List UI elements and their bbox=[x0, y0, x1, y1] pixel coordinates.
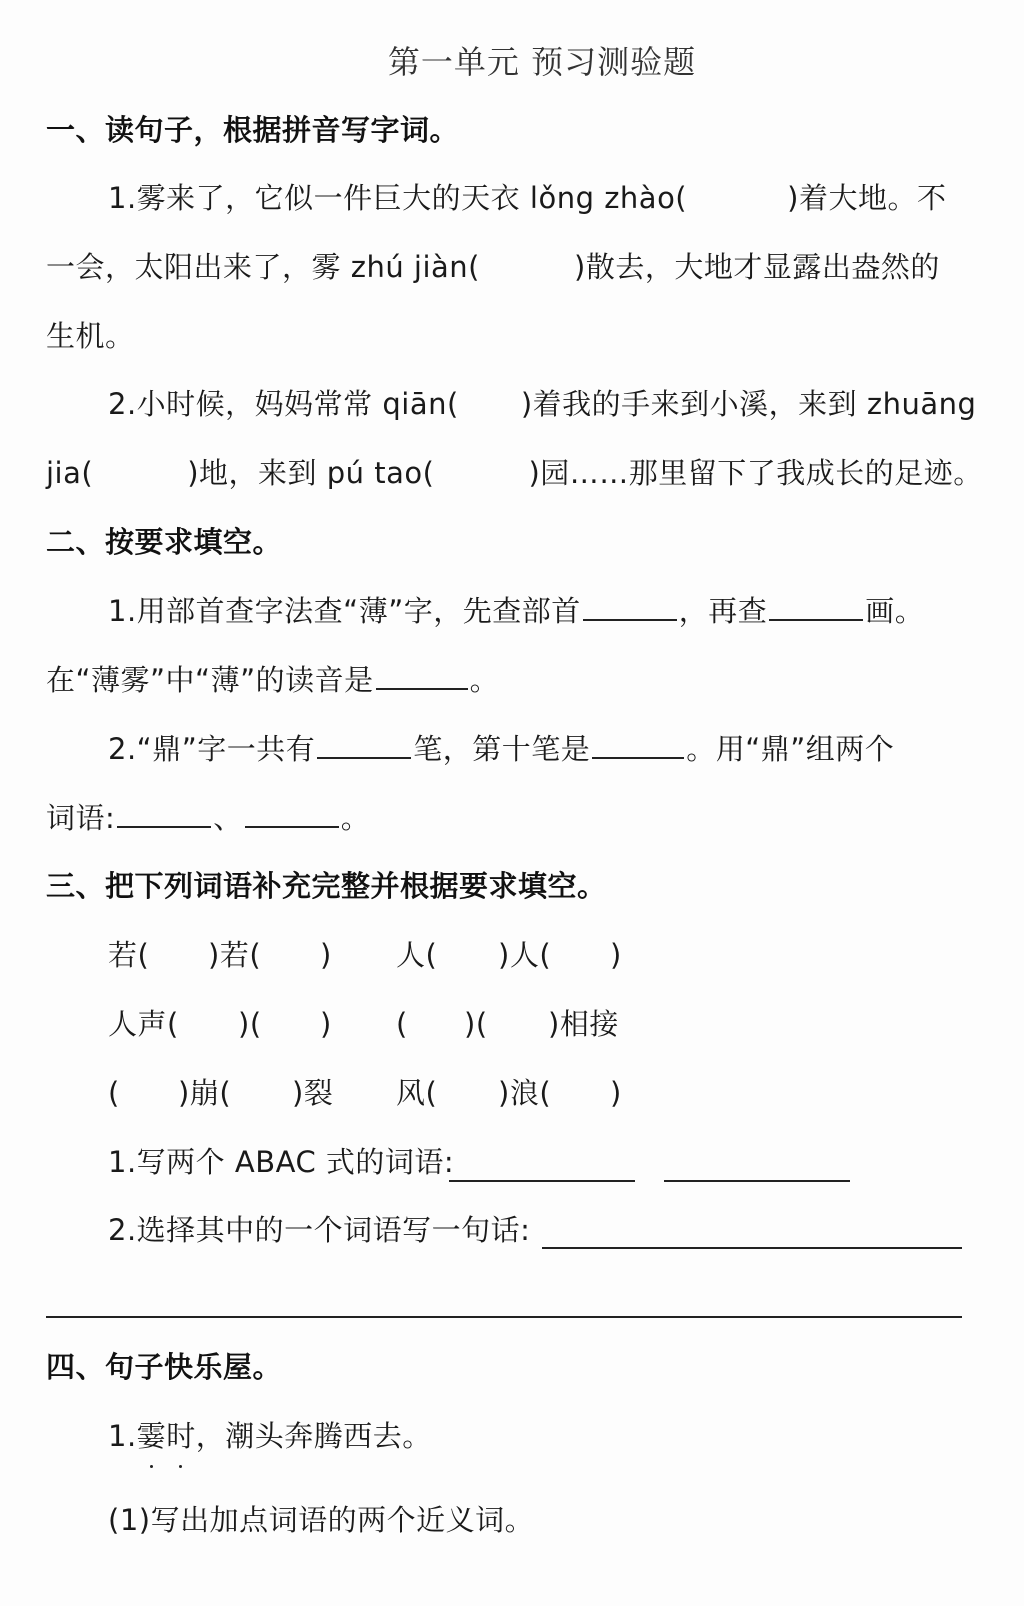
s2-q1-text-d: 在“薄雾”中“薄”的读音是 bbox=[46, 663, 374, 697]
section-2-heading: 二、按要求填空。 bbox=[46, 525, 283, 559]
s4-q1-sub1 bbox=[108, 1500, 534, 1540]
s3-r1-p4: 人( bbox=[396, 938, 438, 972]
s2-q1-text-e: 。 bbox=[469, 663, 500, 697]
s3-r2-p1: 人声( bbox=[108, 1007, 179, 1041]
s1-q2-text-a: 2.小时候，妈妈常常 qiān( bbox=[108, 387, 459, 421]
s3-q2-answer-line-1[interactable] bbox=[542, 1247, 962, 1249]
s3-r3-p3: )裂 bbox=[292, 1076, 334, 1110]
s3-q2-answer-line-2[interactable] bbox=[46, 1316, 962, 1318]
s3-q1-text: 1.写两个 ABAC 式的词语: bbox=[108, 1145, 455, 1179]
s2-q1-line1 bbox=[108, 591, 924, 631]
s3-q1-answer-line-1[interactable] bbox=[449, 1180, 635, 1182]
s4-q1-dotted-char-1: 霎 bbox=[137, 1416, 167, 1456]
s2-q2-line1 bbox=[108, 729, 894, 769]
s2-q1-line2 bbox=[46, 660, 499, 700]
s3-r3-p6: ) bbox=[610, 1076, 622, 1110]
s3-r1-p1: 若( bbox=[108, 938, 150, 972]
s2-q1-text-a: 1.用部首查字法查“薄”字，先查部首 bbox=[108, 594, 581, 628]
s1-q2-text-d: )地，来到 pú tao( bbox=[187, 456, 435, 490]
s2-q2-text-f: 。 bbox=[340, 801, 371, 835]
s1-q1-text-b: )着大地。不 bbox=[787, 181, 947, 215]
s4-q1-sub1-text: (1)写出加点词语的两个近义词。 bbox=[108, 1503, 535, 1537]
s2-q1-blank-radical[interactable] bbox=[583, 593, 677, 621]
s2-q2-blank-stroke-count[interactable] bbox=[317, 731, 411, 759]
s2-q2-text-c: 。用“鼎”组两个 bbox=[686, 732, 895, 766]
s3-r2-p6: )相接 bbox=[548, 1007, 619, 1041]
s4-q1-prefix: 1. bbox=[108, 1419, 137, 1453]
s4-q1-rest: ，潮头奔腾西去。 bbox=[195, 1419, 432, 1453]
s1-q1-text-a: 1.雾来了，它似一件巨大的天衣 lǒng zhào( bbox=[108, 181, 688, 215]
page-title: 第一单元 预习测验题 bbox=[387, 43, 697, 81]
s1-q1-text-c: 一会，太阳出来了，雾 zhú jiàn( bbox=[46, 250, 480, 284]
s3-r2-p4: ( bbox=[396, 1007, 408, 1041]
s3-r2-p3: ) bbox=[320, 1007, 332, 1041]
s2-q2-blank-word-2[interactable] bbox=[245, 800, 339, 828]
s3-r3-p1: ( bbox=[108, 1076, 120, 1110]
s2-q2-text-b: 笔，第十笔是 bbox=[413, 732, 591, 766]
section-3-heading: 三、把下列词语补充完整并根据要求填空。 bbox=[46, 869, 607, 903]
s2-q2-blank-tenth-stroke[interactable] bbox=[592, 731, 684, 759]
s3-r1-p6: ) bbox=[610, 938, 622, 972]
s3-r1-p3: ) bbox=[320, 938, 332, 972]
s2-q1-blank-strokes[interactable] bbox=[769, 593, 863, 621]
s3-q1-answer-line-2[interactable] bbox=[664, 1180, 850, 1182]
s1-q1-line2 bbox=[46, 247, 940, 287]
s2-q1-text-c: 画。 bbox=[865, 594, 925, 628]
s4-q1 bbox=[108, 1416, 432, 1456]
s3-q2-text: 2.选择其中的一个词语写一句话: bbox=[108, 1213, 531, 1247]
s2-q2-text-d: 词语: bbox=[46, 801, 116, 835]
s2-q2-text-e: 、 bbox=[213, 801, 243, 835]
s3-q2 bbox=[108, 1210, 530, 1250]
s3-r2-p5: )( bbox=[464, 1007, 488, 1041]
s3-q1 bbox=[108, 1142, 454, 1182]
section-4-heading: 四、句子快乐屋。 bbox=[46, 1350, 283, 1384]
s1-q1-line1 bbox=[108, 178, 946, 218]
s1-q2-text-e: )园……那里留下了我成长的足迹。 bbox=[528, 456, 983, 490]
s1-q2-line2 bbox=[46, 453, 983, 493]
s3-r1-p2: )若( bbox=[208, 938, 262, 972]
s2-q2-text-a: 2.“鼎”字一共有 bbox=[108, 732, 316, 766]
s2-q2-line2 bbox=[46, 798, 370, 838]
s3-r2-p2: )( bbox=[238, 1007, 262, 1041]
s2-q1-blank-pronunciation[interactable] bbox=[376, 662, 468, 690]
s4-q1-dotted-char-2: 时 bbox=[166, 1416, 196, 1456]
s3-r3-p2: )崩( bbox=[178, 1076, 232, 1110]
s3-r1-p5: )人( bbox=[498, 938, 552, 972]
s2-q2-blank-word-1[interactable] bbox=[117, 800, 211, 828]
s1-q1-text-d: )散去，大地才显露出盎然的 bbox=[574, 250, 940, 284]
s1-q2-text-c: jia( bbox=[46, 456, 94, 490]
section-1-heading: 一、读句子，根据拼音写字词。 bbox=[46, 113, 460, 147]
s1-q1-line3: 生机。 bbox=[46, 319, 135, 353]
s3-r3-p5: )浪( bbox=[498, 1076, 552, 1110]
s1-q2-line1 bbox=[108, 384, 976, 424]
s3-r3-p4: 风( bbox=[396, 1076, 438, 1110]
s1-q2-text-b: )着我的手来到小溪，来到 zhuāng bbox=[520, 387, 977, 421]
s2-q1-text-b: ，再查 bbox=[678, 594, 768, 628]
